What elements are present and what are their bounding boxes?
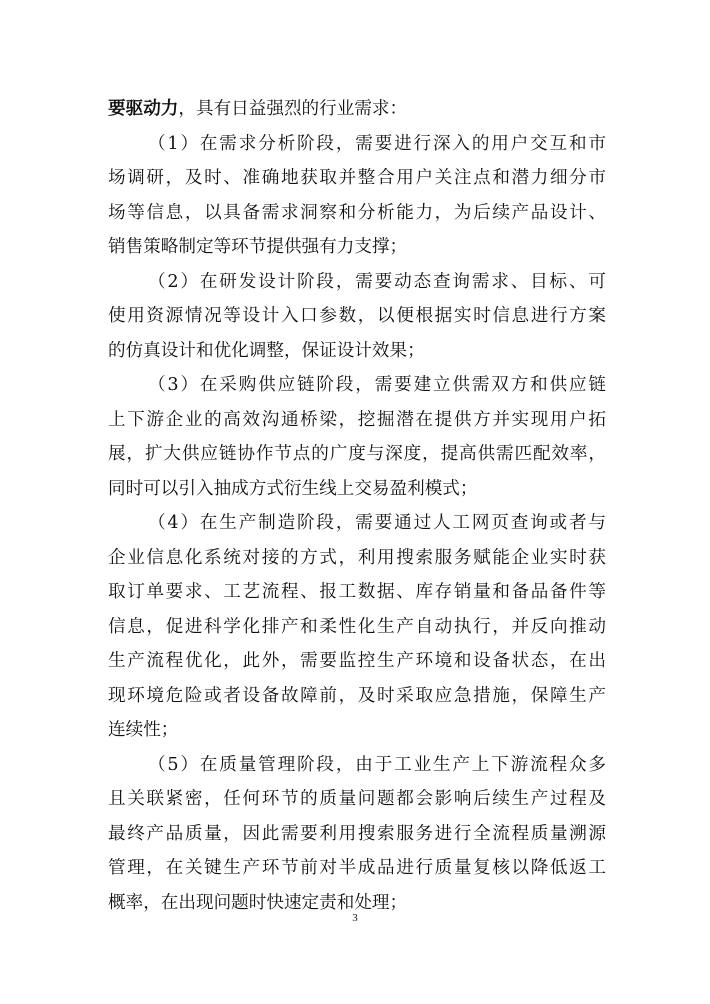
paragraph-line: 销售策略制定等环节提供强有力支撑； [108, 237, 408, 257]
paragraph-line: （1）在需求分析阶段，需要进行深入的用户交互和市 [148, 133, 606, 154]
paragraph-line: 场调研，及时、准确地获取并整合用户关注点和潜力细分市 [108, 168, 606, 188]
page-number: 3 [352, 912, 358, 924]
paragraph-line: （5）在质量管理阶段，由于工业生产上下游流程众多 [148, 754, 606, 775]
intro-line [108, 92, 606, 127]
paragraph-rd-design [108, 265, 606, 369]
paragraph-line: 的仿真设计和优化调整，保证设计效果； [108, 340, 425, 361]
paragraph-line: 连续性； [108, 720, 179, 740]
paragraph-line: 概率，在出现问题时快速定责和处理； [108, 892, 408, 913]
intro-bold-text: 要驱动力 [108, 98, 179, 119]
intro-text: ，具有日益强烈的行业需求： [178, 99, 408, 119]
paragraph-line: 信息，促进科学化排产和柔性化生产自动执行，并反向推动 [108, 616, 606, 637]
paragraph-line: 场等信息，以具备需求洞察和分析能力，为后续产品设计、 [108, 202, 606, 223]
paragraph-line: （3）在采购供应链阶段，需要建立供需双方和供应链 [148, 375, 606, 395]
paragraph-demand-analysis [108, 127, 606, 265]
paragraph-line: 生产流程优化，此外，需要监控生产环境和设备状态，在出 [108, 651, 606, 671]
paragraph-line: （2）在研发设计阶段，需要动态查询需求、目标、可 [148, 271, 606, 292]
paragraph-manufacturing [108, 506, 606, 748]
paragraph-line: 使用资源情况等设计入口参数，以便根据实时信息进行方案 [108, 306, 606, 326]
paragraph-line: 管理，在关键生产环节前对半成品进行质量复核以降低返工 [108, 858, 606, 878]
paragraph-line: 企业信息化系统对接的方式，利用搜索服务赋能企业实时获 [108, 547, 606, 568]
paragraph-line: 最终产品质量，因此需要利用搜索服务进行全流程质量溯源 [108, 823, 606, 844]
paragraph-line: 取订单要求、工艺流程、报工数据、库存销量和备品备件等 [108, 582, 606, 602]
paragraph-line: （4）在生产制造阶段，需要通过人工网页查询或者与 [148, 513, 606, 533]
paragraph-procurement [108, 368, 606, 506]
paragraph-line: 同时可以引入抽成方式衍生线上交易盈利模式； [108, 478, 478, 499]
paragraph-quality [108, 748, 606, 921]
paragraph-line: 展，扩大供应链协作节点的广度与深度，提高供需匹配效率， [108, 444, 606, 464]
paragraph-line: 上下游企业的高效沟通桥梁，挖掘潜在提供方并实现用户拓 [108, 409, 606, 430]
document-body [108, 92, 606, 920]
paragraph-line: 现环境危险或者设备故障前，及时采取应急措施，保障生产 [108, 685, 606, 706]
paragraph-line: 且关联紧密，任何环节的质量问题都会影响后续生产过程及 [108, 789, 606, 809]
